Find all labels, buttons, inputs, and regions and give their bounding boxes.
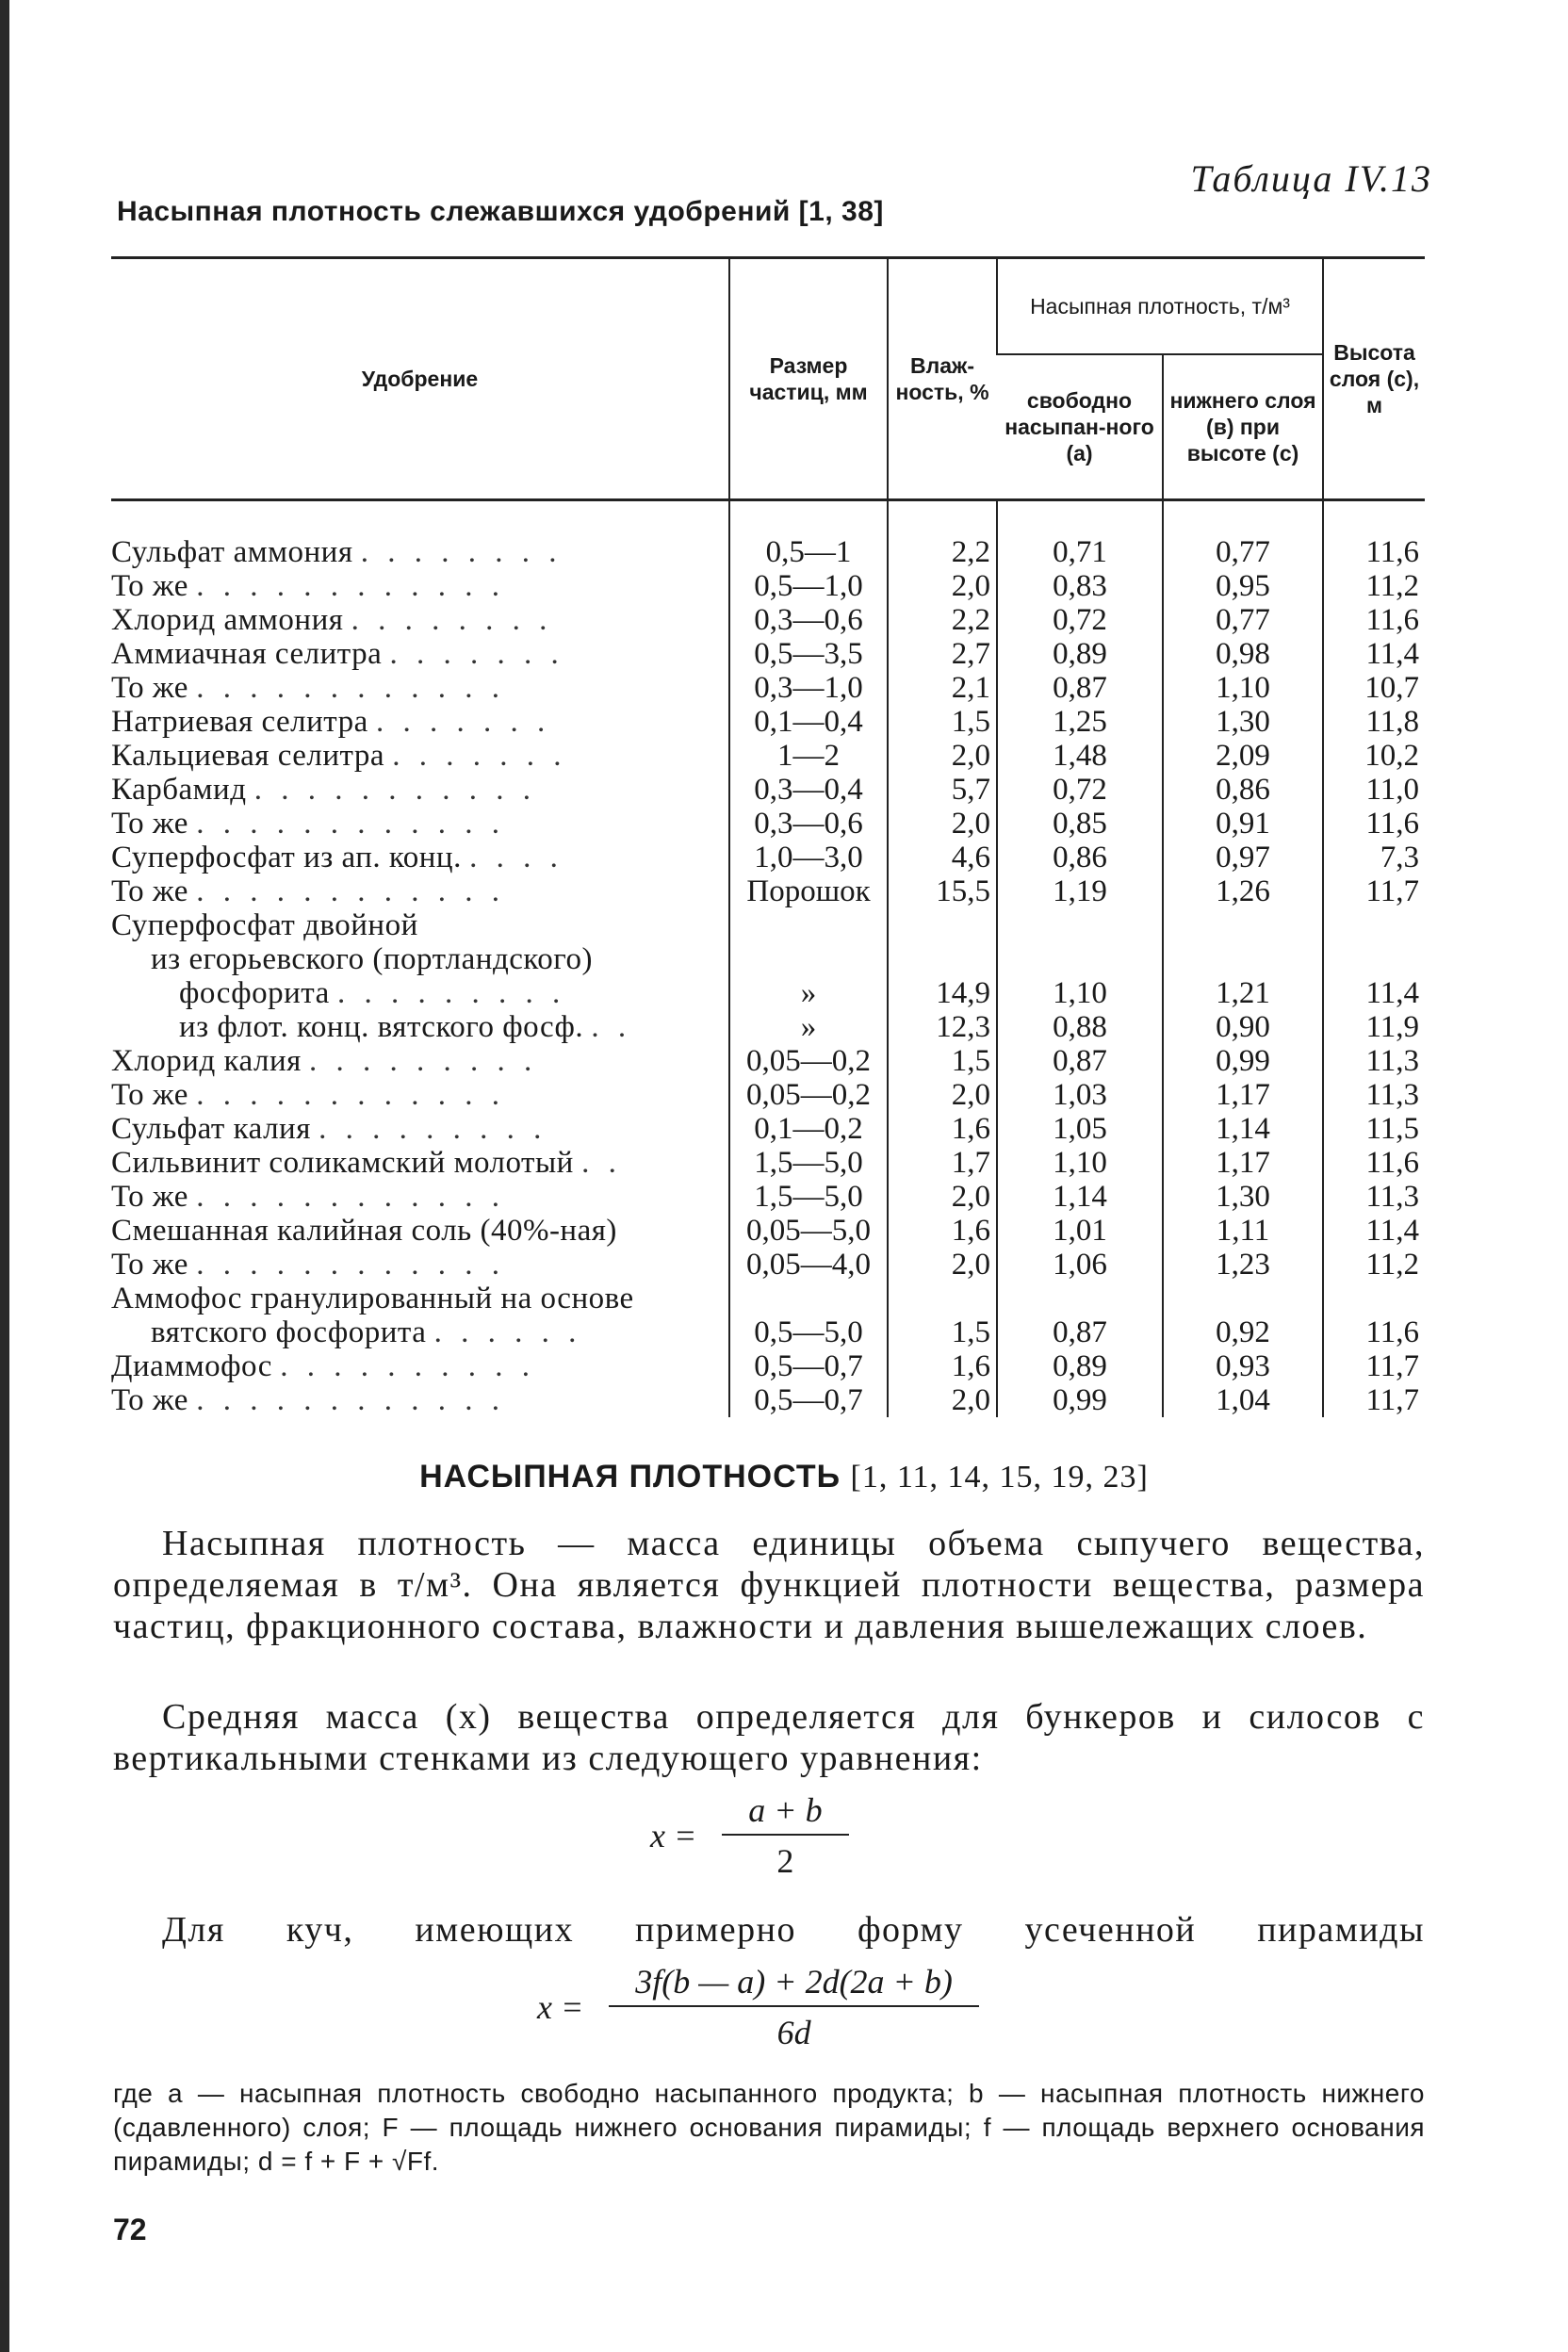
fertilizer-name: Сильвинит соликамский молотый — [111, 1146, 574, 1180]
cell-humidity: 2,7 — [888, 637, 997, 671]
cell-particle-size — [729, 1282, 888, 1315]
cell-particle-size: 0,05—5,0 — [729, 1214, 888, 1248]
cell-particle-size: 1,5—5,0 — [729, 1146, 888, 1180]
cell-free-density — [997, 1282, 1163, 1315]
table-row — [111, 976, 1425, 1010]
cell-lower-density: 0,77 — [1163, 500, 1323, 570]
cell-humidity: 4,6 — [888, 841, 997, 874]
fertilizer-name: То же — [111, 1078, 188, 1112]
cell-layer-height: 11,7 — [1323, 1349, 1425, 1383]
cell-lower-density: 1,04 — [1163, 1383, 1323, 1417]
cell-particle-size: 0,1—0,2 — [729, 1112, 888, 1146]
table-title: Насыпная плотность слежавшихся удобрений [1, 38] — [117, 196, 884, 227]
cell-layer-height — [1323, 942, 1425, 976]
fertilizer-name: Суперфосфат из ап. конц. — [111, 841, 462, 874]
fertilizer-name: Суперфосфат двойной — [111, 908, 418, 942]
leader-dots: . . . . . . . . . — [318, 1112, 547, 1146]
cell-lower-density: 0,90 — [1163, 1010, 1323, 1044]
fertilizer-name: Сульфат калия — [111, 1112, 311, 1146]
fertilizer-name: из егорьевского (портландского) — [151, 942, 593, 976]
table-row — [111, 500, 1425, 570]
cell-layer-height: 10,7 — [1323, 671, 1425, 705]
leader-dots: . . . . . . . . . — [309, 1044, 538, 1078]
cell-humidity: 1,6 — [888, 1112, 997, 1146]
cell-layer-height: 11,9 — [1323, 1010, 1425, 1044]
cell-layer-height: 11,6 — [1323, 807, 1425, 841]
table-number: Таблица IV.13 — [1190, 157, 1432, 200]
table-row — [111, 1078, 1425, 1112]
header-layer-height: Высота слоя (c), м — [1323, 258, 1425, 500]
cell-humidity: 1,5 — [888, 705, 997, 739]
header-fertilizer: Удобрение — [111, 258, 729, 500]
cell-free-density: 1,03 — [997, 1078, 1163, 1112]
cell-layer-height: 11,2 — [1323, 569, 1425, 603]
cell-humidity: 2,0 — [888, 1248, 997, 1282]
cell-particle-size: 0,5—3,5 — [729, 637, 888, 671]
cell-free-density: 0,86 — [997, 841, 1163, 874]
cell-particle-size: 0,05—0,2 — [729, 1044, 888, 1078]
cell-free-density: 0,85 — [997, 807, 1163, 841]
cell-free-density: 1,05 — [997, 1112, 1163, 1146]
fertilizer-name: Диаммофос — [111, 1349, 272, 1383]
leader-dots: . . . . . . . . — [351, 603, 553, 637]
cell-particle-size — [729, 908, 888, 942]
cell-fertilizer — [111, 1180, 729, 1214]
leader-dots: . . . . . . . . . . . . — [196, 671, 505, 705]
cell-fertilizer — [111, 841, 729, 874]
formula1-denominator: 2 — [776, 1842, 794, 1880]
footnote-legend: где a — насыпная плотность свободно насыпанного продукта; b — насыпная плотность нижнего (сдавленного) слоя; F — площадь нижнего основания пирамиды; f — площадь верхнего основания пирамиды; d = f + F + √Ff. — [113, 2079, 1425, 2176]
leader-dots: . . . . . . . . . . — [280, 1349, 535, 1383]
formula2-lhs: x = — [537, 1988, 584, 2026]
cell-particle-size: 0,05—4,0 — [729, 1248, 888, 1282]
cell-particle-size: 0,5—0,7 — [729, 1349, 888, 1383]
cell-lower-density — [1163, 942, 1323, 976]
cell-free-density: 1,10 — [997, 976, 1163, 1010]
fertilizer-name: фосфорита — [179, 976, 330, 1010]
formula2-numerator: 3f(b — a) + 2d(2a + b) — [609, 1962, 979, 2007]
leader-dots: . . . . . . — [433, 1315, 582, 1349]
cell-layer-height: 11,6 — [1323, 500, 1425, 570]
cell-layer-height: 11,5 — [1323, 1112, 1425, 1146]
page-number: 72 — [113, 2213, 147, 2246]
cell-humidity: 2,2 — [888, 603, 997, 637]
fertilizer-name: То же — [111, 569, 188, 603]
cell-humidity: 15,5 — [888, 874, 997, 908]
fertilizer-name: Кальциевая селитра — [111, 739, 385, 773]
cell-particle-size: 1,0—3,0 — [729, 841, 888, 874]
cell-humidity: 14,9 — [888, 976, 997, 1010]
cell-free-density: 1,01 — [997, 1214, 1163, 1248]
table-row — [111, 1315, 1425, 1349]
cell-free-density: 0,87 — [997, 671, 1163, 705]
cell-fertilizer — [111, 671, 729, 705]
cell-layer-height: 11,0 — [1323, 773, 1425, 807]
leader-dots: . . . . . . . . . . . . — [196, 1383, 505, 1417]
cell-lower-density: 1,26 — [1163, 874, 1323, 908]
table-row — [111, 671, 1425, 705]
cell-layer-height: 7,3 — [1323, 841, 1425, 874]
cell-fertilizer — [111, 500, 729, 570]
header-lower-layer: нижнего слоя (в) при высоте (c) — [1163, 354, 1323, 500]
cell-fertilizer — [111, 908, 729, 942]
cell-particle-size: 0,05—0,2 — [729, 1078, 888, 1112]
table-row — [111, 1214, 1425, 1248]
cell-layer-height: 11,3 — [1323, 1078, 1425, 1112]
leader-dots: . . . . . . . — [389, 637, 564, 671]
cell-fertilizer — [111, 1044, 729, 1078]
table-row — [111, 841, 1425, 874]
section-heading-title: НАСЫПНАЯ ПЛОТНОСТЬ — [419, 1459, 841, 1494]
cell-fertilizer — [111, 569, 729, 603]
cell-free-density: 0,87 — [997, 1315, 1163, 1349]
table-row — [111, 603, 1425, 637]
paragraph-piles: Для куч, имеющих примерно форму усеченной пирамиды — [162, 1910, 1425, 1950]
cell-lower-density: 1,17 — [1163, 1078, 1323, 1112]
cell-particle-size: 0,5—0,7 — [729, 1383, 888, 1417]
cell-humidity — [888, 942, 997, 976]
cell-particle-size: 0,3—1,0 — [729, 671, 888, 705]
cell-humidity: 1,6 — [888, 1349, 997, 1383]
table-row — [111, 739, 1425, 773]
cell-lower-density: 1,17 — [1163, 1146, 1323, 1180]
cell-layer-height: 11,3 — [1323, 1044, 1425, 1078]
section-heading — [0, 1459, 1568, 1495]
cell-fertilizer — [111, 637, 729, 671]
cell-free-density: 0,71 — [997, 500, 1163, 570]
cell-layer-height — [1323, 1282, 1425, 1315]
cell-particle-size: 0,5—1 — [729, 500, 888, 570]
cell-free-density: 0,72 — [997, 773, 1163, 807]
leader-dots: . . . . . . . — [376, 705, 551, 739]
cell-layer-height: 11,7 — [1323, 1383, 1425, 1417]
leader-dots: . . — [581, 1146, 622, 1180]
leader-dots: . . . . . . . . . . . . — [196, 874, 505, 908]
cell-layer-height: 11,8 — [1323, 705, 1425, 739]
cell-particle-size: 1,5—5,0 — [729, 1180, 888, 1214]
table-row — [111, 942, 1425, 976]
cell-layer-height: 11,6 — [1323, 1146, 1425, 1180]
cell-free-density: 1,19 — [997, 874, 1163, 908]
cell-free-density: 0,87 — [997, 1044, 1163, 1078]
header-bulk-density: Насыпная плотность, т/м³ — [997, 258, 1323, 355]
cell-layer-height: 11,4 — [1323, 976, 1425, 1010]
cell-lower-density: 2,09 — [1163, 739, 1323, 773]
cell-lower-density: 1,11 — [1163, 1214, 1323, 1248]
table-row — [111, 773, 1425, 807]
cell-humidity: 12,3 — [888, 1010, 997, 1044]
cell-fertilizer — [111, 874, 729, 908]
table-row — [111, 1349, 1425, 1383]
fertilizer-name: Карбамид — [111, 773, 247, 807]
cell-lower-density — [1163, 1282, 1323, 1315]
leader-dots: . . . . . . . . — [360, 535, 563, 569]
cell-particle-size: 0,5—5,0 — [729, 1315, 888, 1349]
cell-lower-density: 0,91 — [1163, 807, 1323, 841]
cell-layer-height: 11,2 — [1323, 1248, 1425, 1282]
cell-humidity: 2,0 — [888, 1180, 997, 1214]
cell-free-density: 0,88 — [997, 1010, 1163, 1044]
cell-free-density: 0,99 — [997, 1383, 1163, 1417]
cell-humidity: 2,1 — [888, 671, 997, 705]
cell-free-density: 1,14 — [997, 1180, 1163, 1214]
leader-dots: . . . . . . . . . . . — [253, 773, 536, 807]
fertilizer-name: То же — [111, 1180, 188, 1214]
cell-lower-density: 0,86 — [1163, 773, 1323, 807]
cell-free-density: 1,06 — [997, 1248, 1163, 1282]
fertilizer-name: Хлорид калия — [111, 1044, 302, 1078]
cell-layer-height: 11,7 — [1323, 874, 1425, 908]
table-row — [111, 705, 1425, 739]
cell-free-density: 1,10 — [997, 1146, 1163, 1180]
leader-dots: . . . . . . . — [392, 739, 567, 773]
cell-layer-height: 10,2 — [1323, 739, 1425, 773]
cell-humidity: 2,0 — [888, 1078, 997, 1112]
cell-layer-height — [1323, 908, 1425, 942]
cell-fertilizer — [111, 1349, 729, 1383]
cell-fertilizer — [111, 739, 729, 773]
leader-dots: . . . . . . . . . . . . — [196, 569, 505, 603]
cell-particle-size: 0,3—0,4 — [729, 773, 888, 807]
cell-free-density — [997, 942, 1163, 976]
fertilizer-name: вятского фосфорита — [151, 1315, 427, 1349]
leader-dots: . . . . — [469, 841, 564, 874]
leader-dots: . . . . . . . . . . . . — [196, 1180, 505, 1214]
table-row — [111, 1146, 1425, 1180]
fertilizer-name: Сульфат аммония — [111, 535, 353, 569]
cell-particle-size: Порошок — [729, 874, 888, 908]
table-row — [111, 1248, 1425, 1282]
cell-fertilizer — [111, 807, 729, 841]
cell-lower-density: 1,14 — [1163, 1112, 1323, 1146]
cell-fertilizer — [111, 705, 729, 739]
cell-particle-size — [729, 942, 888, 976]
cell-humidity: 2,0 — [888, 739, 997, 773]
fertilizer-name: То же — [111, 807, 188, 841]
cell-lower-density: 0,97 — [1163, 841, 1323, 874]
section-heading-refs: [1, 11, 14, 15, 19, 23] — [850, 1460, 1149, 1494]
cell-fertilizer — [111, 1078, 729, 1112]
table-row — [111, 1112, 1425, 1146]
cell-humidity: 5,7 — [888, 773, 997, 807]
cell-lower-density: 1,10 — [1163, 671, 1323, 705]
cell-particle-size: 0,5—1,0 — [729, 569, 888, 603]
cell-humidity: 1,5 — [888, 1044, 997, 1078]
fertilizer-name: То же — [111, 671, 188, 705]
leader-dots: . . . . . . . . . . . . — [196, 807, 505, 841]
table-row — [111, 637, 1425, 671]
cell-humidity: 2,0 — [888, 1383, 997, 1417]
cell-humidity — [888, 908, 997, 942]
formula1-fraction — [722, 1790, 848, 1881]
cell-fertilizer — [111, 1315, 729, 1349]
leader-dots: . . . . . . . . . . . . — [196, 1248, 505, 1282]
cell-lower-density: 1,30 — [1163, 705, 1323, 739]
cell-lower-density: 0,92 — [1163, 1315, 1323, 1349]
cell-layer-height: 11,3 — [1323, 1180, 1425, 1214]
header-free-poured: свободно насыпан-ного (a) — [997, 354, 1163, 500]
cell-particle-size: » — [729, 976, 888, 1010]
cell-free-density: 0,89 — [997, 1349, 1163, 1383]
paragraph-bunkers: Средняя масса (x) вещества определяется для бункеров и силосов с вертикальными стенками из следующего уравнения: — [113, 1697, 1425, 1778]
formula-mean-mass — [650, 1790, 849, 1881]
table-row — [111, 569, 1425, 603]
cell-particle-size: 1—2 — [729, 739, 888, 773]
cell-particle-size: 0,3—0,6 — [729, 603, 888, 637]
cell-free-density — [997, 908, 1163, 942]
cell-lower-density: 1,21 — [1163, 976, 1323, 1010]
fertilizer-name: Аммофос гранулированный на основе — [111, 1282, 634, 1315]
cell-lower-density — [1163, 908, 1323, 942]
cell-particle-size: » — [729, 1010, 888, 1044]
cell-lower-density: 1,30 — [1163, 1180, 1323, 1214]
cell-lower-density: 0,99 — [1163, 1044, 1323, 1078]
table-row — [111, 807, 1425, 841]
cell-fertilizer — [111, 1214, 729, 1248]
header-particle-size: Размер частиц, мм — [729, 258, 888, 500]
table-body — [111, 500, 1425, 1418]
fertilizer-name: То же — [111, 874, 188, 908]
table-row — [111, 874, 1425, 908]
cell-fertilizer — [111, 942, 729, 976]
cell-fertilizer — [111, 1383, 729, 1417]
fertilizer-name: То же — [111, 1383, 188, 1417]
cell-humidity: 1,5 — [888, 1315, 997, 1349]
cell-fertilizer — [111, 1112, 729, 1146]
cell-humidity: 1,6 — [888, 1214, 997, 1248]
table-row — [111, 1383, 1425, 1417]
cell-free-density: 1,48 — [997, 739, 1163, 773]
table-row — [111, 1044, 1425, 1078]
cell-humidity — [888, 1282, 997, 1315]
paragraph-definition: Насыпная плотность — масса единицы объема сыпучего вещества, определяемая в т/м³. Она является функцией плотности вещества, размера частиц, фракционного состава, влажности и давления вышележащих слоев. — [113, 1524, 1425, 1646]
cell-fertilizer — [111, 1248, 729, 1282]
cell-lower-density: 1,23 — [1163, 1248, 1323, 1282]
formula2-fraction — [609, 1962, 979, 2052]
fertilizer-name: То же — [111, 1248, 188, 1282]
cell-free-density: 1,25 — [997, 705, 1163, 739]
leader-dots: . . . . . . . . . — [337, 976, 566, 1010]
table-row — [111, 1180, 1425, 1214]
fertilizer-name: Аммиачная селитра — [111, 637, 383, 671]
formula1-lhs: x = — [650, 1817, 697, 1854]
fertilizer-name: Натриевая селитра — [111, 705, 368, 739]
cell-lower-density: 0,95 — [1163, 569, 1323, 603]
cell-fertilizer — [111, 603, 729, 637]
fertilizer-name: Смешанная калийная соль (40%-ная) — [111, 1214, 617, 1248]
header-humidity: Влаж-ность, % — [888, 258, 997, 500]
cell-particle-size: 0,1—0,4 — [729, 705, 888, 739]
cell-humidity: 2,2 — [888, 500, 997, 570]
table-row — [111, 908, 1425, 942]
cell-layer-height: 11,4 — [1323, 637, 1425, 671]
cell-humidity: 1,7 — [888, 1146, 997, 1180]
cell-fertilizer — [111, 1146, 729, 1180]
fertilizer-density-table — [111, 256, 1425, 1417]
leader-dots: . . . . . . . . . . . . — [196, 1078, 505, 1112]
cell-humidity: 2,0 — [888, 807, 997, 841]
cell-lower-density: 0,77 — [1163, 603, 1323, 637]
cell-humidity: 2,0 — [888, 569, 997, 603]
cell-fertilizer — [111, 976, 729, 1010]
cell-layer-height: 11,6 — [1323, 603, 1425, 637]
cell-fertilizer — [111, 1282, 729, 1315]
cell-free-density: 0,72 — [997, 603, 1163, 637]
table-row — [111, 1282, 1425, 1315]
cell-layer-height: 11,6 — [1323, 1315, 1425, 1349]
cell-free-density: 0,83 — [997, 569, 1163, 603]
cell-fertilizer — [111, 1010, 729, 1044]
fertilizer-name: из флот. конц. вятского фосф. — [179, 1010, 584, 1044]
cell-lower-density: 0,98 — [1163, 637, 1323, 671]
cell-layer-height: 11,4 — [1323, 1214, 1425, 1248]
formula1-numerator: a + b — [722, 1790, 848, 1836]
fertilizer-name: Хлорид аммония — [111, 603, 344, 637]
cell-free-density: 0,89 — [997, 637, 1163, 671]
scan-edge — [0, 0, 9, 2352]
table-row — [111, 1010, 1425, 1044]
cell-particle-size: 0,3—0,6 — [729, 807, 888, 841]
cell-fertilizer — [111, 773, 729, 807]
cell-lower-density: 0,93 — [1163, 1349, 1323, 1383]
formula2-denominator: 6d — [776, 2014, 811, 2051]
formula-pyramid — [537, 1962, 979, 2052]
leader-dots: . . — [591, 1010, 632, 1044]
